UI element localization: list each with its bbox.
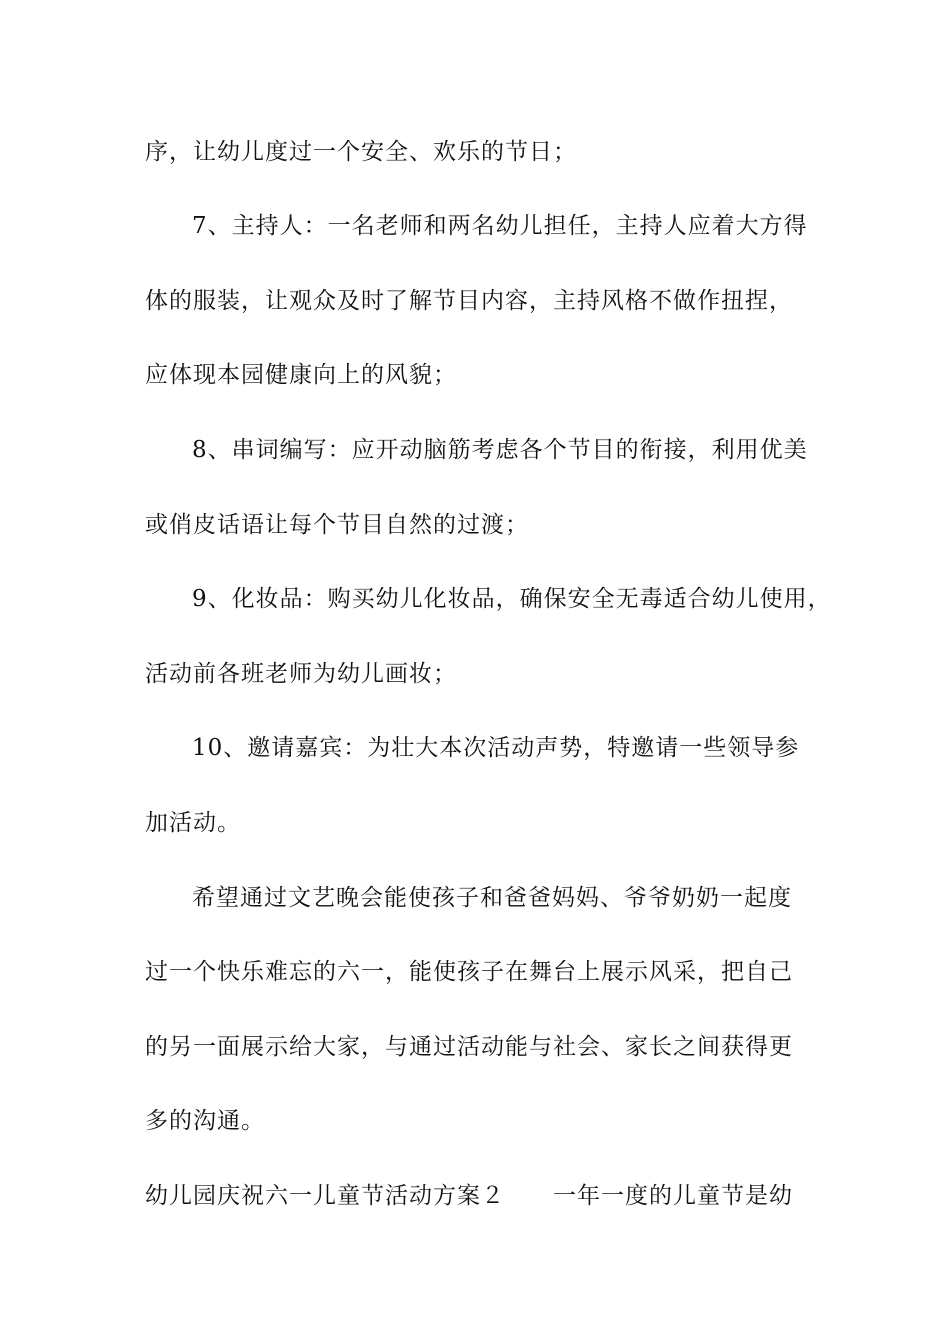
text-line-10: 加活动。 bbox=[145, 810, 241, 836]
text-line-6: 或俏皮话语让每个节目自然的过渡； bbox=[145, 512, 529, 538]
text-line-14: 多的沟通。 bbox=[145, 1108, 265, 1134]
text-line-2: 7、主持人：一名老师和两名幼儿担任，主持人应着大方得 bbox=[192, 213, 808, 239]
text-line-15: 幼儿园庆祝六一儿童节活动方案２ 一年一度的儿童节是幼 bbox=[145, 1183, 793, 1209]
text-line-4: 应体现本园健康向上的风貌； bbox=[145, 362, 457, 388]
text-line-5: 8、串词编写：应开动脑筋考虑各个节目的衔接，利用优美 bbox=[192, 437, 808, 463]
text-line-3: 体的服装，让观众及时了解节目内容，主持风格不做作扭捏， bbox=[145, 288, 793, 314]
text-line-11: 希望通过文艺晚会能使孩子和爸爸妈妈、爷爷奶奶一起度 bbox=[192, 885, 792, 911]
text-line-13: 的另一面展示给大家，与通过活动能与社会、家长之间获得更 bbox=[145, 1034, 793, 1060]
text-line-9: 10、邀请嘉宾：为壮大本次活动声势，特邀请一些领导参 bbox=[192, 735, 800, 761]
text-line-8: 活动前各班老师为幼儿画妆； bbox=[145, 661, 457, 687]
text-line-12: 过一个快乐难忘的六一，能使孩子在舞台上展示风采，把自己 bbox=[145, 959, 793, 985]
text-line-7: 9、化妆品：购买幼儿化妆品，确保安全无毒适合幼儿使用， bbox=[192, 586, 832, 612]
text-line-1: 序，让幼儿度过一个安全、欢乐的节日； bbox=[145, 139, 577, 165]
